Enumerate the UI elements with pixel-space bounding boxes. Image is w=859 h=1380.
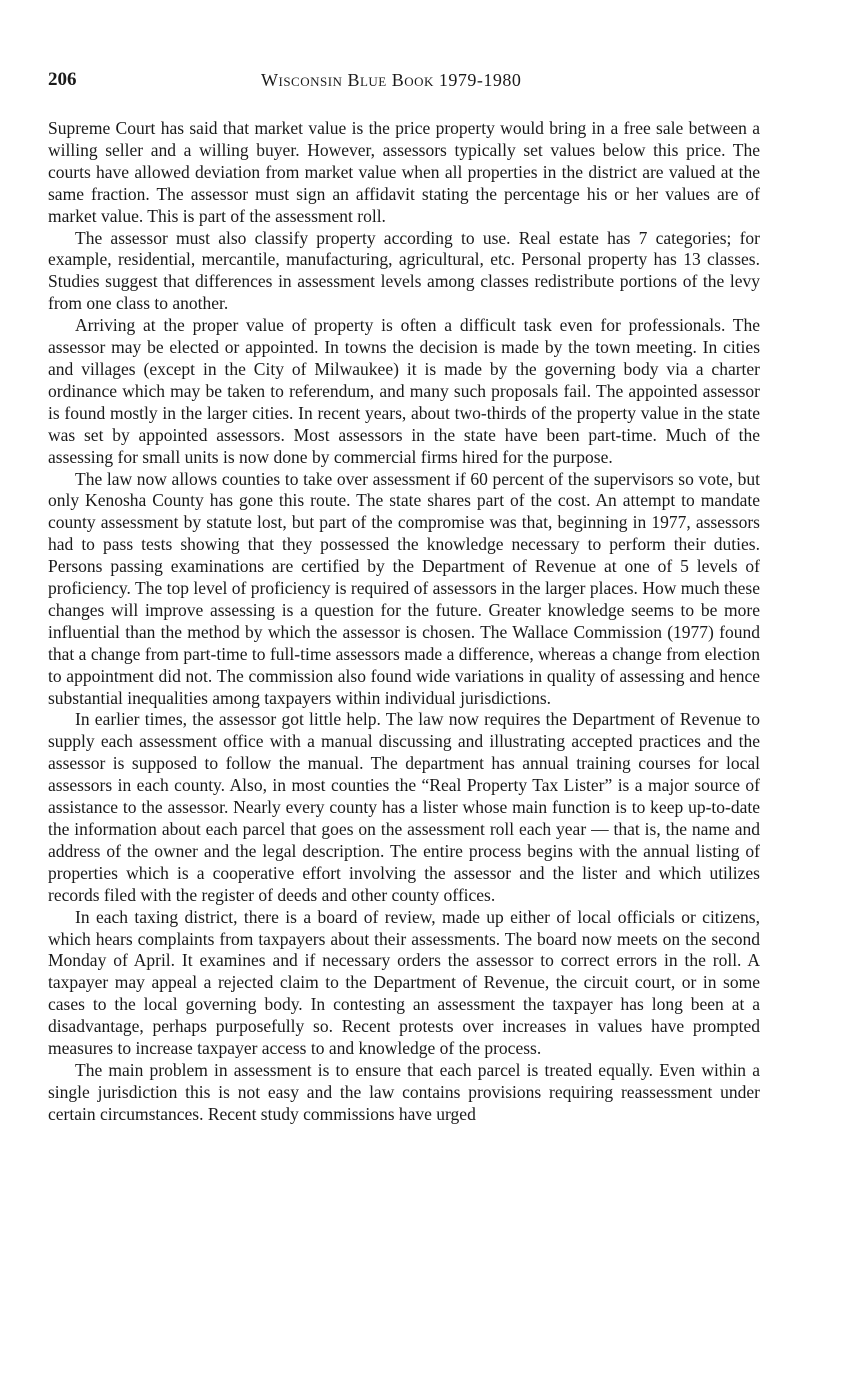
paragraph-6: In each taxing district, there is a board of review, made up either of local officials or citizens, which hears complaints from taxpayers about their assessments. The board now meets on the second Monday of April. It examines and if necessary orders the assessor to correct errors in the roll. A taxpayer may appeal a rejected claim to the Department of Revenue, the circuit court, or in some cases to the local governing body. In contesting an assessment the taxpayer has long been at a disadvantage, perhaps purposefully so. Recent protests over increases in values have prompted measures to increase taxpayer access to and knowledge of the process. [48, 906, 760, 1059]
page-header [48, 68, 760, 92]
paragraph-5: In earlier times, the assessor got little help. The law now requires the Department of Revenue to supply each assessment office with a manual discussing and illustrating accepted practices and the assessor is supposed to follow the manual. The department has annual training courses for local assessors in each county. Also, in most counties the “Real Property Tax Lister” is a major source of assistance to the assessor. Nearly every county has a lister whose main function is to keep up-to-date the information about each parcel that goes on the assessment roll each year — that is, the name and address of the owner and the legal description. The entire process begins with the annual listing of properties which is a cooperative effort involving the assessor and the lister and which utilizes records filed with the register of deeds and other county offices. [48, 709, 760, 905]
body-text [48, 118, 760, 1126]
paragraph-3: Arriving at the proper value of property is often a difficult task even for professionals. The assessor may be elected or appointed. In towns the decision is made by the town meeting. In cities and villages (except in the City of Milwaukee) it is made by the governing body via a charter ordinance which may be taken to referendum, and many such proposals fail. The appointed assessor is found mostly in the larger cities. In recent years, about two-thirds of the property value in the state was set by appointed assessors. Most assessors in the state have been part-time. Much of the assessing for small units is now done by commercial firms hired for the purpose. [48, 315, 760, 467]
page-number: 206 [48, 69, 77, 90]
paragraph-2: The assessor must also classify property according to use. Real estate has 7 categories; for example, residential, mercantile, manufacturing, agricultural, etc. Personal property has 13 classes. Studies suggest that differences in assessment levels among classes redistribute portions of the levy from one class to another. [48, 227, 760, 314]
paragraph-7: The main problem in assessment is to ensure that each parcel is treated equally. Even within a single jurisdiction this is not easy and the law contains provisions requiring reassessment under certain circumstances. Recent study commissions have urged [48, 1059, 760, 1124]
paragraph-4: The law now allows counties to take over assessment if 60 percent of the supervisors so vote, but only Kenosha County has gone this route. The state shares part of the cost. An attempt to mandate county assessment by statute lost, but part of the compromise was that, beginning in 1977, assessors had to pass tests showing that they possessed the knowledge necessary to perform their duties. Persons passing examinations are certified by the Department of Revenue at one of 5 levels of proficiency. The top level of proficiency is required of assessors in the larger places. How much these changes will improve assessing is a question for the future. Greater knowledge seems to be more influential than the method by which the assessor is chosen. The Wallace Commission (1977) found that a change from part-time to full-time assessors made a difference, whereas a change from election to appointment did not. The commission also found wide variations in quality of assessing and hence substantial inequalities among taxpayers within individual jurisdictions. [48, 468, 760, 708]
paragraph-1: Supreme Court has said that market value is the price property would bring in a free sale between a willing seller and a willing buyer. However, assessors typically set values below this price. The courts have allowed deviation from market value when all properties in the district are valued at the same fraction. The assessor must sign an affidavit stating the percentage his or her values are of market value. This is part of the assessment roll. [48, 118, 760, 226]
running-title: Wisconsin Blue Book 1979-1980 [261, 70, 522, 90]
